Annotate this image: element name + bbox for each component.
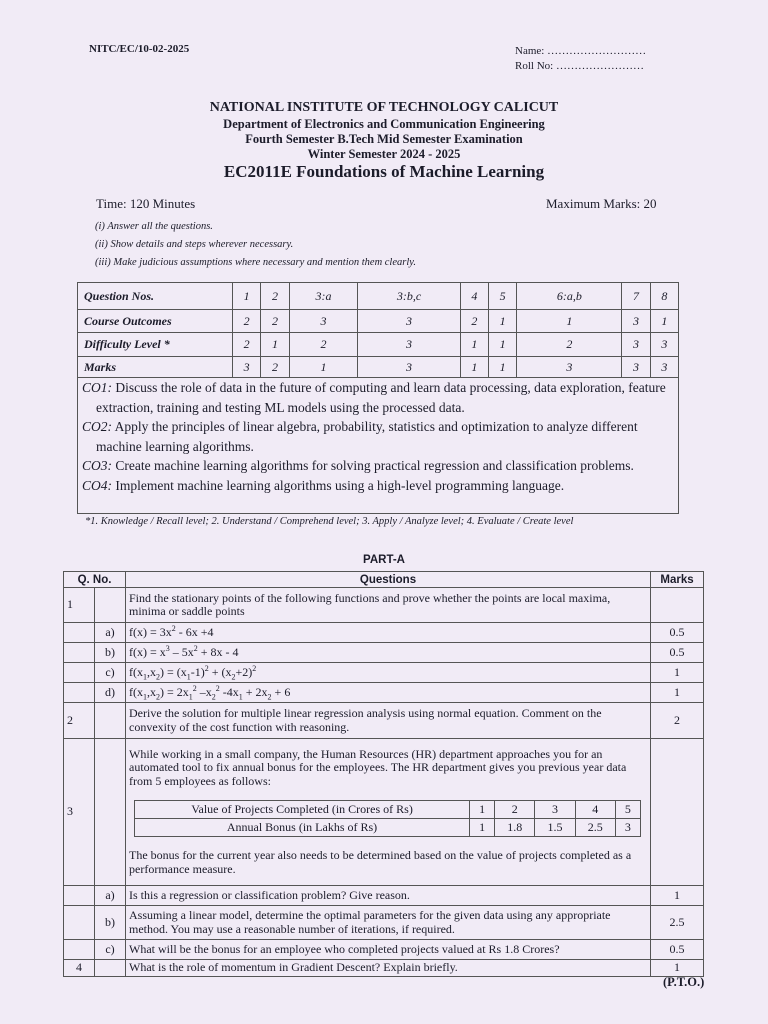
paper-code: NITC/EC/10-02-2025 xyxy=(89,43,190,55)
data-cell: 2.5 xyxy=(575,819,615,837)
marks-value: 1 xyxy=(651,886,704,906)
mapping-cell: 3 xyxy=(289,310,358,333)
question-text: The bonus for the current year also needs to be determined based on the value of projects completed as a performance measure. xyxy=(129,848,632,876)
mapping-cell: 3 xyxy=(622,357,650,378)
institute-name: NATIONAL INSTITUTE OF TECHNOLOGY CALICUT xyxy=(209,100,559,115)
data-cell: 4 xyxy=(575,801,615,819)
question-number-empty xyxy=(64,940,95,960)
question-number: 1 xyxy=(64,588,95,623)
marks-value: 0.5 xyxy=(651,623,704,643)
mapping-cell: 2 xyxy=(517,333,622,357)
data-cell: 3 xyxy=(615,819,640,837)
sub-label-empty xyxy=(95,739,126,886)
mapping-cell: 8 xyxy=(650,283,678,310)
question-number-empty xyxy=(64,623,95,643)
mapping-row-label: Course Outcomes xyxy=(78,310,233,333)
course-outcome-3 xyxy=(82,456,674,476)
sub-label: b) xyxy=(95,906,126,940)
question-1b-row xyxy=(64,643,704,663)
mapping-cell: 2 xyxy=(289,333,358,357)
co-mapping-table xyxy=(77,282,679,378)
mapping-cell: 3:a xyxy=(289,283,358,310)
projects-row xyxy=(135,801,641,819)
part-a-title: PART-A xyxy=(363,554,405,566)
mapping-cell: 2 xyxy=(261,357,289,378)
mapping-cell: 4 xyxy=(460,283,488,310)
co-text: Discuss the role of data in the future of computing and learn data processing, data exploration, feature extraction, training and testing ML models using the processed data. xyxy=(96,380,666,415)
part-a-table xyxy=(63,571,704,977)
question-text: What will be the bonus for an employee who completed projects valued at Rs 1.8 Crores? xyxy=(126,940,651,960)
function-expression: $f(x) = x^3 - 5x^2 + 8x - 4$ xyxy=(126,643,651,663)
data-cell: 1 xyxy=(470,819,495,837)
mapping-cell: 3 xyxy=(650,333,678,357)
co-tag: CO3: xyxy=(82,458,112,473)
question-3c-row xyxy=(64,940,704,960)
mapping-cell: 2 xyxy=(460,310,488,333)
co-text: Create machine learning algorithms for solving practical regression and classification problems. xyxy=(112,458,634,473)
marks-empty xyxy=(651,588,704,623)
mapping-cell: 3 xyxy=(358,310,460,333)
sub-label: c) xyxy=(95,940,126,960)
marks-header: Marks xyxy=(651,572,704,588)
mapping-cell: 1 xyxy=(460,357,488,378)
marks-value: 0.5 xyxy=(651,940,704,960)
question-3b-row xyxy=(64,906,704,940)
co-tag: CO1: xyxy=(82,380,112,395)
course-title: EC2011E Foundations of Machine Learning xyxy=(223,162,545,181)
question-1d-row xyxy=(64,683,704,703)
question-text: Find the stationary points of the following functions and prove whether the points are local maxima, minima or saddle points xyxy=(126,588,651,623)
mapping-cell: 1 xyxy=(289,357,358,378)
data-row-label: Value of Projects Completed (in Crores of Rs) xyxy=(135,801,470,819)
bonus-row xyxy=(135,819,641,837)
data-cell: 5 xyxy=(615,801,640,819)
marks-empty xyxy=(651,739,704,886)
part-a-header-row xyxy=(64,572,704,588)
question-number-empty xyxy=(64,886,95,906)
student-details xyxy=(515,44,646,74)
question-text: While working in a small company, the Human Resources (HR) department approaches you for an automated tool to fix annual bonus for the employees. The HR department gives you previous year data from 5 employees as follows: xyxy=(129,746,627,788)
data-cell: 1.8 xyxy=(495,819,535,837)
mapping-cell: 1 xyxy=(517,310,622,333)
name-line: Name: ……………………… xyxy=(515,45,647,57)
co-tag: CO4: xyxy=(82,477,112,493)
question-number-empty xyxy=(64,683,95,703)
question-text: What is the role of momentum in Gradient Descent? Explain briefly. xyxy=(126,960,651,977)
mapping-cell: 1 xyxy=(488,310,516,333)
course-outcome-1 xyxy=(82,378,674,417)
function-expression: $f(x) = 3x^2 - 6x +4$ xyxy=(126,623,651,643)
mapping-cell: 2 xyxy=(261,310,289,333)
mapping-cell: 3 xyxy=(517,357,622,378)
qno-header: Q. No. xyxy=(64,572,126,588)
mapping-cell: 3 xyxy=(622,310,650,333)
sub-label-empty xyxy=(95,703,126,739)
exam-time: Time: 120 Minutes xyxy=(96,196,196,211)
mapping-cell: 2 xyxy=(261,283,289,310)
page-turn-note: (P.T.O.) xyxy=(663,975,705,989)
mapping-cell: 1 xyxy=(650,310,678,333)
sub-label: d) xyxy=(95,683,126,703)
course-outcomes xyxy=(77,377,679,514)
mapping-cell: 2 xyxy=(233,333,261,357)
max-marks: Maximum Marks: 20 xyxy=(546,196,657,211)
mapping-cell: 3 xyxy=(358,333,460,357)
question-number: 4 xyxy=(64,960,95,977)
question-text: Assuming a linear model, determine the optimal parameters for the given data using any appropriate method. You may use a reasonable number of iterations, if required. xyxy=(126,906,651,940)
mapping-cell: 6:a,b xyxy=(517,283,622,310)
course-outcome-2 xyxy=(82,417,674,456)
question-number-empty xyxy=(64,663,95,683)
mapping-cell: 3 xyxy=(622,333,650,357)
department-name: Department of Electronics and Communication Engineering xyxy=(223,117,545,131)
question-number-empty xyxy=(64,643,95,663)
mapping-cell: 7 xyxy=(622,283,650,310)
instruction-1: (i) Answer all the questions. xyxy=(95,221,213,232)
question-1a-row xyxy=(64,623,704,643)
question-3-body xyxy=(126,739,651,886)
sub-label-empty xyxy=(95,960,126,977)
course-outcome-4 xyxy=(82,476,674,496)
question-text: Derive the solution for multiple linear regression analysis using normal equation. Comment on the convexity of the cost function with reasoning. xyxy=(126,703,651,739)
mapping-cell: 3 xyxy=(358,357,460,378)
mapping-cell: 3:b,c xyxy=(358,283,460,310)
bonus-data-table xyxy=(134,800,641,837)
exam-name: Fourth Semester B.Tech Mid Semester Examination xyxy=(245,132,523,146)
sub-label: c) xyxy=(95,663,126,683)
data-cell: 2 xyxy=(495,801,535,819)
mapping-row-marks xyxy=(78,357,679,378)
question-number-empty xyxy=(64,906,95,940)
question-number: 3 xyxy=(64,739,95,886)
data-row-label: Annual Bonus (in Lakhs of Rs) xyxy=(135,819,470,837)
mapping-cell: 1 xyxy=(488,357,516,378)
question-1-row xyxy=(64,588,704,623)
co-tag: CO2: xyxy=(82,419,112,434)
co-text: Implement machine learning algorithms using a high-level programming language. xyxy=(112,477,565,493)
question-text: Is this a regression or classification problem? Give reason. xyxy=(126,886,651,906)
sub-label: b) xyxy=(95,643,126,663)
question-number: 2 xyxy=(64,703,95,739)
mapping-cell: 1 xyxy=(488,333,516,357)
marks-value: 2 xyxy=(651,703,704,739)
mapping-cell: 1 xyxy=(233,283,261,310)
question-4-row xyxy=(64,960,704,977)
function-expression: $f(x_1,x_2) = (x_1-1)^2 + (x_2+2)^2$ xyxy=(126,663,651,683)
instruction-3: (iii) Make judicious assumptions where necessary and mention them clearly. xyxy=(95,257,416,268)
mapping-cell: 1 xyxy=(460,333,488,357)
mapping-row-outcomes xyxy=(78,310,679,333)
marks-value: 0.5 xyxy=(651,643,704,663)
mapping-cell: 3 xyxy=(233,357,261,378)
data-cell: 1 xyxy=(470,801,495,819)
question-2-row xyxy=(64,703,704,739)
question-3a-row xyxy=(64,886,704,906)
co-text: Apply the principles of linear algebra, probability, statistics and optimization to analyze different machine learning algorithms. xyxy=(96,419,638,454)
question-1c-row xyxy=(64,663,704,683)
questions-header: Questions xyxy=(126,572,651,588)
mapping-cell: 3 xyxy=(650,357,678,378)
data-cell: 3 xyxy=(535,801,575,819)
roll-line: Roll No: …………………… xyxy=(515,60,644,72)
data-cell: 1.5 xyxy=(535,819,575,837)
question-3-row xyxy=(64,739,704,886)
mapping-cell: 1 xyxy=(261,333,289,357)
sub-label: a) xyxy=(95,886,126,906)
instruction-2: (ii) Show details and steps wherever necessary. xyxy=(95,239,294,250)
mapping-row-label: Difficulty Level * xyxy=(78,333,233,357)
mapping-cell: 2 xyxy=(233,310,261,333)
difficulty-level-note: *1. Knowledge / Recall level; 2. Understand / Comprehend level; 3. Apply / Analyze level; 4. Evaluate / Create level xyxy=(85,516,574,527)
sub-label-empty xyxy=(95,588,126,623)
mapping-row-label: Marks xyxy=(78,357,233,378)
marks-value: 1 xyxy=(651,960,704,977)
mapping-row-label: Question Nos. xyxy=(78,283,233,310)
mapping-cell: 5 xyxy=(488,283,516,310)
sub-label: a) xyxy=(95,623,126,643)
marks-value: 1 xyxy=(651,663,704,683)
mapping-row-difficulty xyxy=(78,333,679,357)
function-expression: $f(x_1,x_2) = 2x_1^2$ $-x_2^2$ $-4x_1 + 2x_2 + 6$ xyxy=(126,683,651,703)
marks-value: 1 xyxy=(651,683,704,703)
mapping-row-questions xyxy=(78,283,679,310)
session: Winter Semester 2024 - 2025 xyxy=(307,147,461,161)
marks-value: 2.5 xyxy=(651,906,704,940)
